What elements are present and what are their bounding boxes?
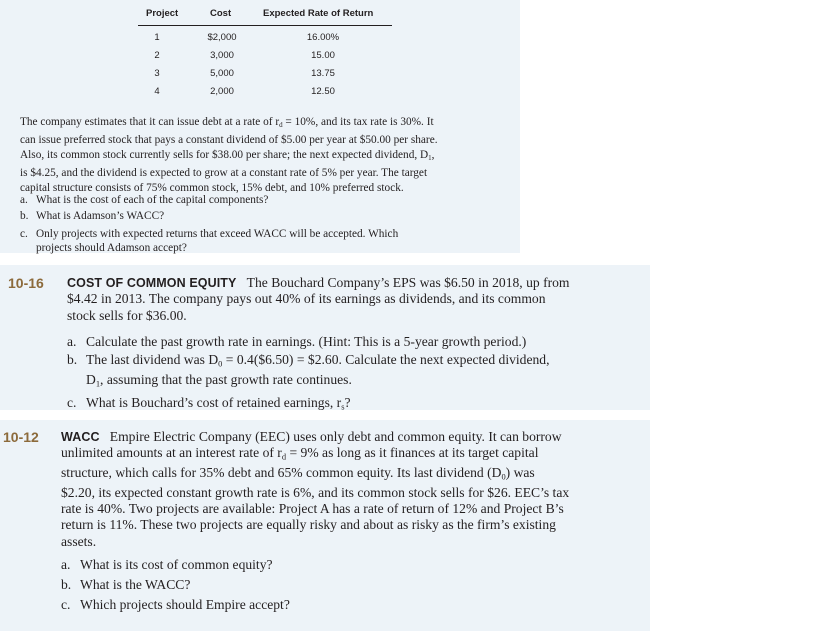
question-b-continued: $D_1$, assuming that the past growth rate continues.	[86, 371, 352, 389]
table-header-cost: Cost	[210, 8, 232, 19]
adamson-paragraph	[20, 115, 512, 196]
table-cell: 3	[154, 68, 160, 79]
table-cell: 13.75	[311, 68, 335, 79]
question-b: b. What is the WACC?	[61, 577, 191, 592]
problem-number-10-12: 10-12	[3, 429, 39, 445]
question-a: a. Calculate the past growth rate in earnings. (Hint: This is a 5-year growth period.)	[67, 334, 527, 349]
table-cell: $2,000	[207, 32, 237, 43]
problem-10-12-text: WACC Empire Electric Company (EEC) uses only debt and common equity. It can borrow unlimited amounts at an interest rate of $r_d = 9\%$ as long as it finances at its target capital structure, which calls for 35% debt and 65% common equity. Its last dividend $(D_0)$ was $2.20, its expected constant growth rate is 6%, and its common stock sells for $26. EEC’s tax rate is 40%. Two projects are available: Project A has a rate of return of 12% and Project B’s return is 11%. These two projects are equally risky and about as risky as the firm’s existing assets.	[61, 429, 570, 549]
problem-number-10-16: 10-16	[8, 275, 44, 291]
paragraph-line: Also, its common stock currently sells for $38.00 per share; the next expected dividend, $D_1$,	[20, 148, 435, 162]
table-header-rate: Expected Rate of Return	[263, 8, 374, 19]
problem-topic: COST OF COMMON EQUITY	[67, 276, 237, 290]
question-a: a. What is its cost of common equity?	[61, 557, 273, 572]
table-cell: 15.00	[311, 50, 335, 61]
table-cell: 4	[154, 86, 160, 97]
paragraph-line: The company estimates that it can issue debt at a rate of $r_d = 10\%$, and its tax rate is 30%. It	[20, 116, 434, 129]
table-cell: 1	[154, 32, 160, 43]
question-a: a. What is the cost of each of the capital components?	[20, 194, 269, 206]
table-cell: 12.50	[311, 86, 335, 97]
paragraph-line: can issue preferred stock that pays a constant dividend of $5.00 per year at $50.00 per share.	[20, 133, 438, 146]
problem-10-16-questions	[67, 334, 550, 414]
paragraph-line: capital structure consists of 75% common stock, 15% debt, and 10% preferred stock.	[20, 181, 404, 194]
table-cell: 2,000	[210, 86, 234, 97]
paragraph-line: is $4.25, and the dividend is expected to grow at a constant rate of 5% per year. The target	[20, 166, 428, 179]
question-b: b. The last dividend was $D_0$ = 0.4($6.50) = $2.60. Calculate the next expected dividend,	[67, 352, 550, 369]
problem-10-16-text: COST OF COMMON EQUITY The Bouchard Company’s EPS was $6.50 in 2018, up from $4.42 in 2013. The company pays out 40% of its earnings as dividends, and its common stock sells for $36.00.	[67, 275, 570, 323]
table-cell: 5,000	[210, 68, 234, 79]
question-c: c. Only projects with expected returns that exceed WACC will be accepted. Which	[20, 228, 399, 240]
problem-topic: WACC	[61, 430, 100, 444]
table-header-project: Project	[146, 8, 179, 19]
table-cell: 2	[154, 50, 160, 61]
question-c: c. What is Bouchard’s cost of retained earnings, $r_s$?	[67, 394, 351, 411]
problem-10-12-questions	[61, 555, 290, 615]
adamson-problem-panel	[0, 0, 520, 253]
question-c-continued: projects should Adamson accept?	[36, 242, 187, 254]
table-cell: 16.00%	[306, 32, 340, 43]
table-cell: 3,000	[210, 50, 234, 61]
question-b: b. What is Adamson’s WACC?	[20, 210, 165, 222]
question-c: c. Which projects should Empire accept?	[61, 597, 290, 612]
table-header-rule	[138, 25, 392, 26]
